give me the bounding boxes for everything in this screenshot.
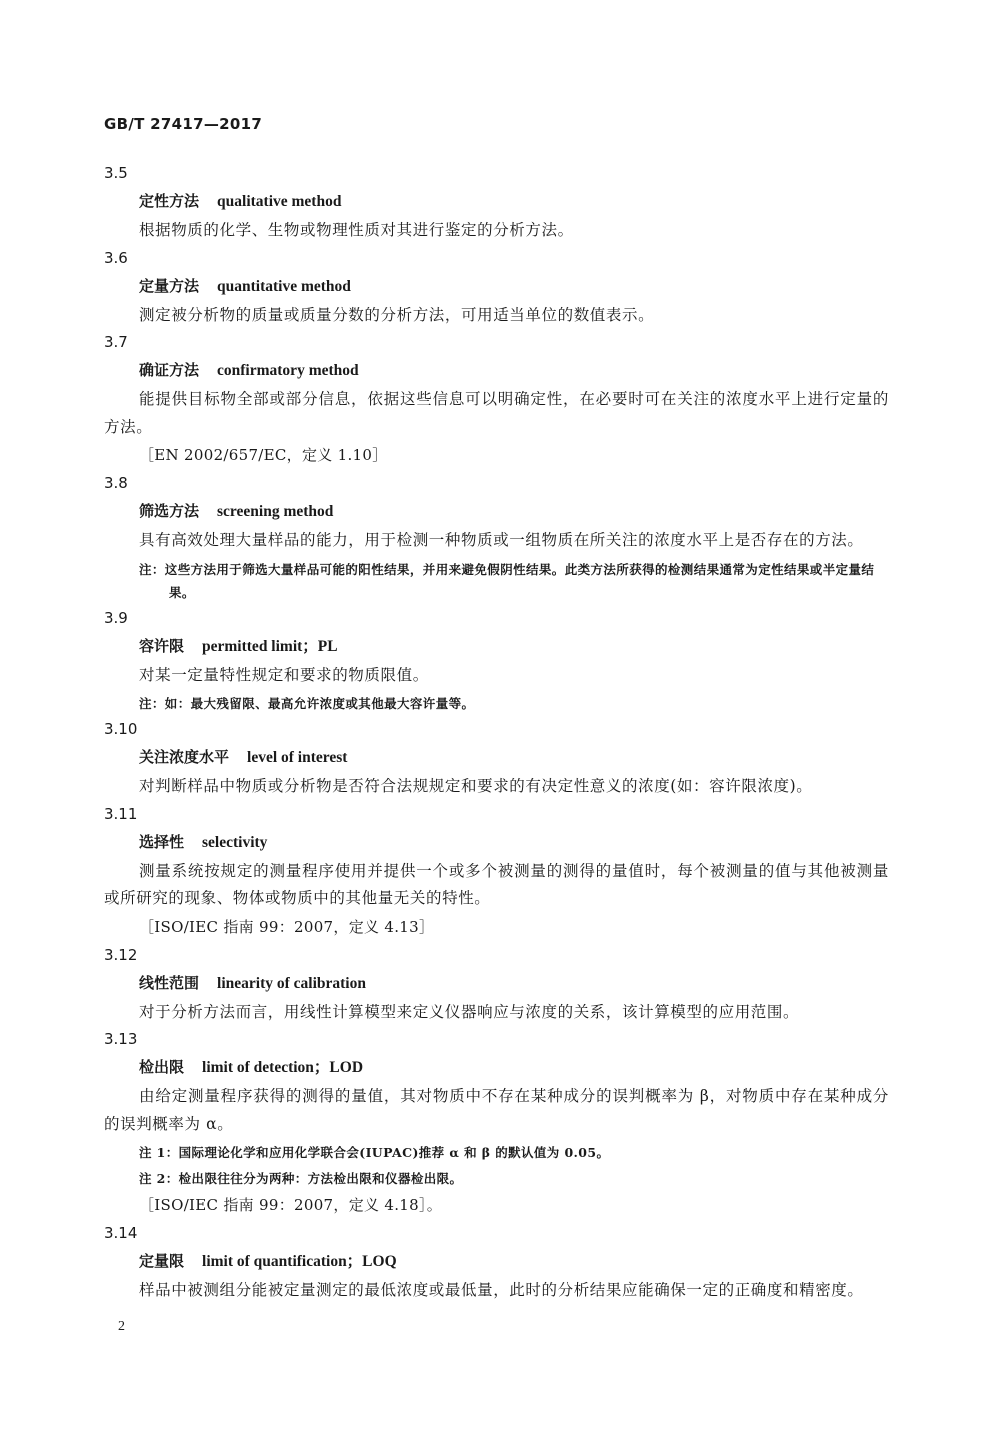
term-note-2: 注 2：检出限往往分为两种：方法检出限和仪器检出限。 <box>139 1171 463 1186</box>
term-heading <box>139 186 889 217</box>
page-number: 2 <box>118 1319 125 1334</box>
term-heading <box>139 742 889 773</box>
term-note: 注：如：最大残留限、最高允许浓度或其他最大容许量等。 <box>139 696 475 711</box>
term-en: permitted limit；PL <box>202 637 338 655</box>
term-definition: 能提供目标物全部或部分信息，依据这些信息可以明确定性，在必要时可在关注的浓度水平上进行定量的方法。 <box>104 390 889 436</box>
term-definition: 对于分析方法而言，用线性计算模型来定义仪器响应与浓度的关系，该计算模型的应用范围。 <box>139 1002 800 1021</box>
term-zh: 确证方法 <box>139 361 200 379</box>
standard-code-header: GB/T 27417—2017 <box>104 115 263 133</box>
term-heading <box>139 1052 889 1083</box>
entry-number: 3.13 <box>104 1030 138 1048</box>
term-heading <box>139 968 889 999</box>
term-zh: 定量限 <box>139 1252 185 1270</box>
term-en: confirmatory method <box>217 362 359 379</box>
term-definition: 具有高效处理大量样品的能力，用于检测一种物质或一组物质在所关注的浓度水平上是否存在的方法。 <box>139 531 864 549</box>
term-entry-3-10 <box>104 716 889 801</box>
term-en: limit of quantification；LOQ <box>202 1253 397 1270</box>
term-en: quantitative method <box>217 277 351 295</box>
term-source: ［ISO/IEC 指南 99：2007，定义 4.13］ <box>139 917 435 936</box>
term-zh: 容许限 <box>139 636 185 655</box>
term-en: linearity of calibration <box>217 974 366 992</box>
entry-number: 3.10 <box>104 720 138 738</box>
term-zh: 关注浓度水平 <box>139 748 230 766</box>
term-entry-3-6 <box>104 245 889 330</box>
term-definition: 对某一定量特性规定和要求的物质限值。 <box>139 665 429 684</box>
term-en: screening method <box>217 503 334 520</box>
entry-number: 3.5 <box>104 164 128 182</box>
term-heading <box>139 271 889 302</box>
term-definition: 测量系统按规定的测量程序使用并提供一个或多个被测量的测得的量值时，每个被测量的值与其他被测量或所研究的现象、物体或物质中的其他量无关的特性。 <box>104 861 889 907</box>
term-zh: 筛选方法 <box>139 502 200 520</box>
term-definition: 测定被分析物的质量或质量分数的分析方法，可用适当单位的数值表示。 <box>139 305 655 324</box>
term-entry-3-12 <box>104 942 889 1027</box>
entry-number: 3.14 <box>104 1224 138 1242</box>
entry-number: 3.9 <box>104 608 128 627</box>
term-heading <box>139 496 889 527</box>
term-entry-3-9 <box>104 605 889 716</box>
term-en: level of interest <box>247 749 348 766</box>
term-zh: 定量方法 <box>139 276 200 295</box>
term-heading <box>139 631 889 662</box>
term-entry-3-7 <box>104 329 889 470</box>
term-zh: 选择性 <box>139 832 185 851</box>
term-entry-3-13 <box>104 1026 889 1220</box>
term-zh: 定性方法 <box>139 192 200 210</box>
term-definition: 由给定测量程序获得的测得的量值，其对物质中不存在某种成分的误判概率为 β，对物质中存在某种成分的误判概率为 α。 <box>104 1087 889 1133</box>
term-en: limit of detection；LOD <box>202 1059 364 1076</box>
entry-number: 3.8 <box>104 474 128 492</box>
term-zh: 检出限 <box>139 1058 185 1076</box>
term-definition: 根据物质的化学、生物或物理性质对其进行鉴定的分析方法。 <box>139 221 574 239</box>
term-source: ［ISO/IEC 指南 99：2007，定义 4.18］。 <box>139 1196 443 1214</box>
entry-number: 3.12 <box>104 945 138 964</box>
term-heading <box>139 1246 889 1277</box>
entry-number: 3.7 <box>104 333 128 351</box>
term-entry-3-5 <box>104 160 889 245</box>
terms-list <box>104 160 889 1305</box>
entry-number: 3.6 <box>104 248 128 267</box>
term-definition: 样品中被测组分能被定量测定的最低浓度或最低量，此时的分析结果应能确保一定的正确度和精密度。 <box>139 1281 864 1299</box>
term-heading <box>139 355 889 386</box>
term-entry-3-14 <box>104 1220 889 1305</box>
term-note: 注：这些方法用于筛选大量样品可能的阳性结果，并用来避免假阴性结果。此类方法所获得的检测结果通常为定性结果或半定量结果。 <box>139 561 875 600</box>
term-en: qualitative method <box>217 193 342 210</box>
term-heading <box>139 827 889 858</box>
term-zh: 线性范围 <box>139 973 200 992</box>
term-source: ［EN 2002/657/EC，定义 1.10］ <box>139 446 388 464</box>
term-entry-3-11 <box>104 801 889 942</box>
term-entry-3-8 <box>104 470 889 604</box>
term-en: selectivity <box>202 833 268 851</box>
entry-number: 3.11 <box>104 804 138 823</box>
term-definition: 对判断样品中物质或分析物是否符合法规规定和要求的有决定性意义的浓度(如：容许限浓度)。 <box>139 777 813 795</box>
term-note-1: 注 1：国际理论化学和应用化学联合会(IUPAC)推荐 α 和 β 的默认值为 0.05。 <box>139 1145 610 1160</box>
